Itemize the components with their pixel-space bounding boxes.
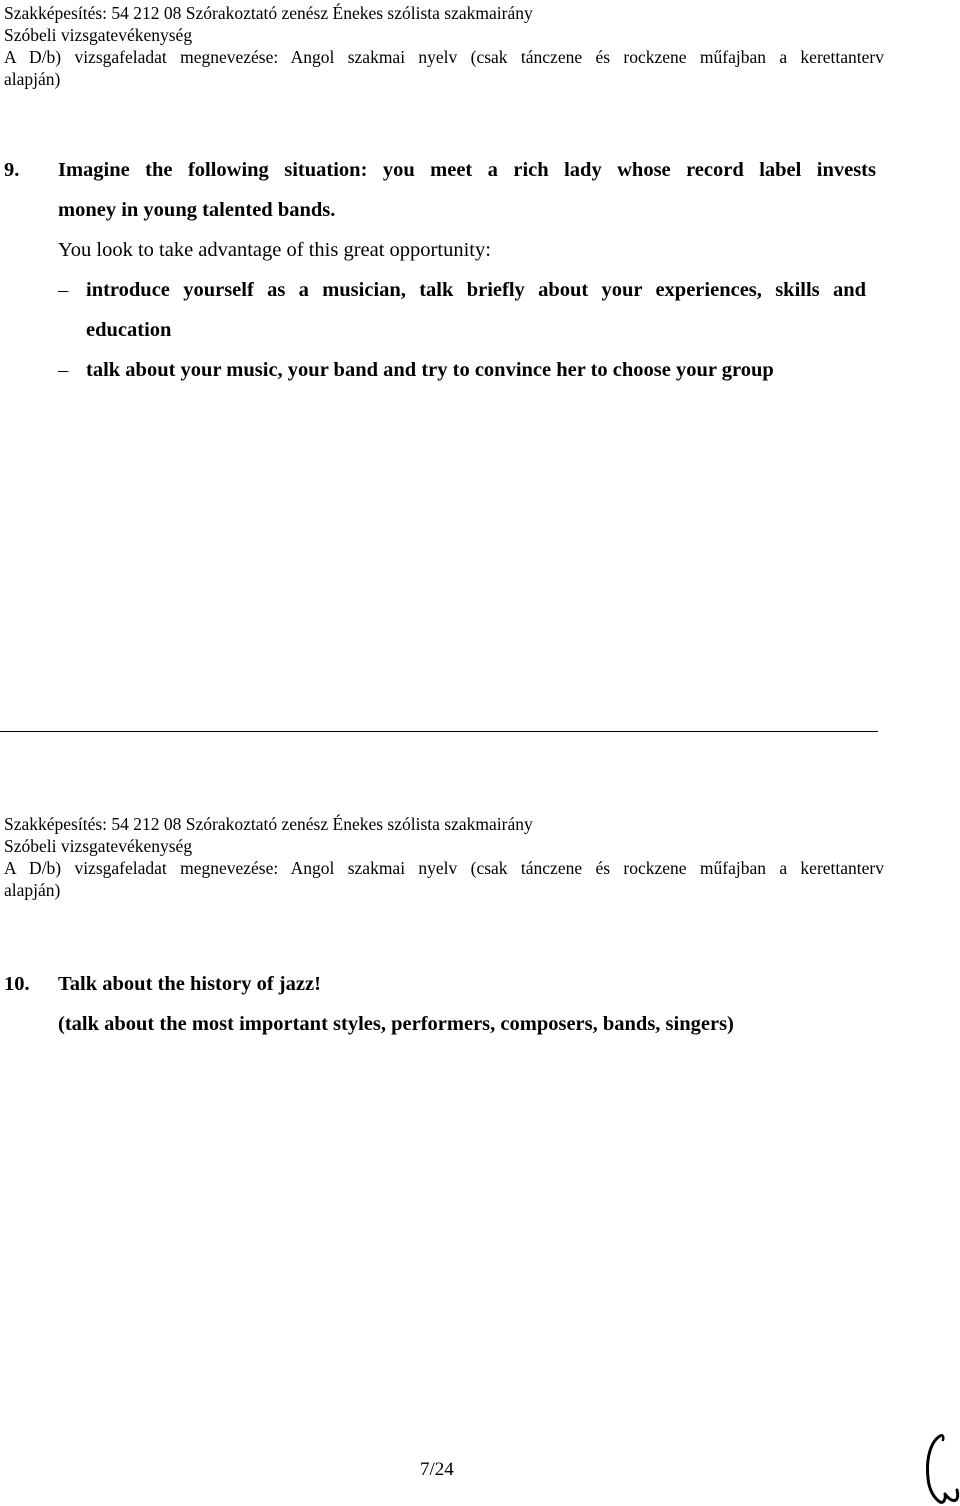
header-task-name-end: alapján) bbox=[4, 69, 61, 89]
section-divider bbox=[0, 731, 878, 732]
header-exam-activity: Szóbeli vizsgatevékenység bbox=[4, 836, 193, 856]
page-header-top bbox=[4, 2, 884, 90]
bullet-text: talk about your music, your band and try to convince her to choose your group bbox=[86, 359, 774, 381]
header-qualification: Szakképesítés: 54 212 08 Szórakoztató zenész Énekes szólista szakmairány bbox=[4, 3, 533, 23]
header-task-name: A D/b) vizsgafeladat megnevezése: Angol szakmai nyelv (csak tánczene és rockzene műfajban a kerettanterv bbox=[4, 858, 884, 878]
task-number: 9. bbox=[4, 159, 20, 181]
bullet-dash: – bbox=[58, 279, 69, 301]
task-prompt-line: Talk about the history of jazz! bbox=[58, 973, 321, 995]
task-10 bbox=[4, 964, 884, 1044]
task-9 bbox=[4, 150, 884, 390]
task-prompt-line: money in young talented bands. bbox=[58, 199, 336, 221]
task-number: 10. bbox=[4, 973, 30, 995]
page-header-bottom bbox=[4, 813, 884, 901]
page-number: 7/24 bbox=[420, 1459, 454, 1480]
task-prompt-line: Imagine the following situation: you meet a rich lady whose record label invests bbox=[58, 159, 876, 181]
header-exam-activity: Szóbeli vizsgatevékenység bbox=[4, 25, 193, 45]
header-task-name-end: alapján) bbox=[4, 880, 61, 900]
header-task-name: A D/b) vizsgafeladat megnevezése: Angol szakmai nyelv (csak tánczene és rockzene műfajban a kerettanterv bbox=[4, 47, 884, 67]
bullet-text-continuation: education bbox=[86, 319, 172, 341]
task-prompt-line: (talk about the most important styles, performers, composers, bands, singers) bbox=[58, 1013, 734, 1035]
header-qualification: Szakképesítés: 54 212 08 Szórakoztató zenész Énekes szólista szakmairány bbox=[4, 814, 533, 834]
bullet-dash: – bbox=[58, 359, 69, 381]
signature-mark bbox=[918, 1432, 960, 1506]
bullet-text: introduce yourself as a musician, talk briefly about your experiences, skills and bbox=[86, 279, 866, 301]
task-instruction: You look to take advantage of this great opportunity: bbox=[58, 239, 491, 261]
